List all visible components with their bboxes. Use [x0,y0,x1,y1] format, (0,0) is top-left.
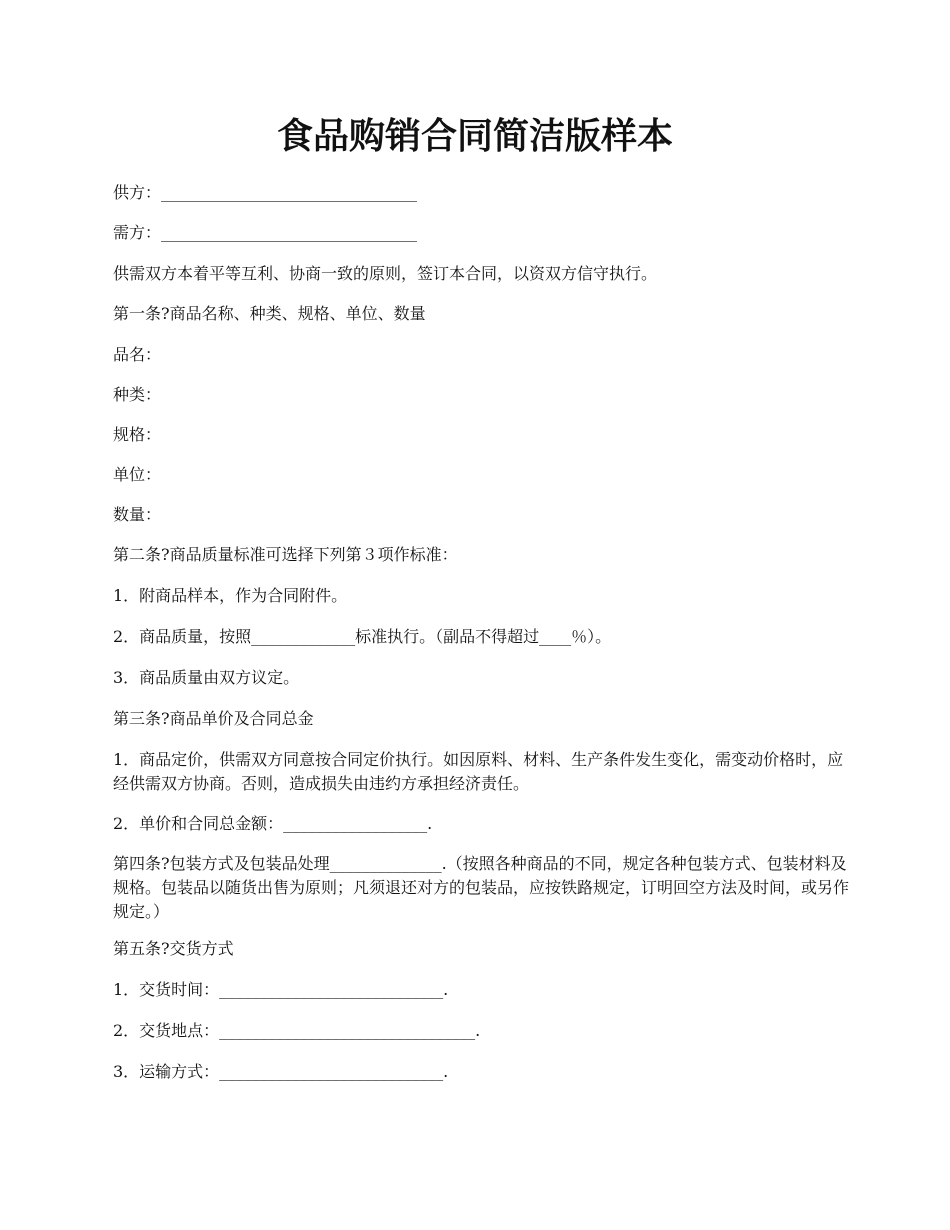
product-name-line: 品名： [113,345,162,364]
delivery-time-line: 1．交货时间：____________________________. [113,980,449,999]
product-quantity-line: 数量： [113,505,162,524]
product-category-line: 种类： [113,385,162,404]
quality-item-2: 2．商品质量，按照_____________标准执行。（副品不得超过____％）。 [113,627,612,646]
article-1-heading: 第一条?商品名称、种类、规格、单位、数量 [113,304,426,323]
price-item-2: 2．单价和合同总金额：__________________. [113,814,433,833]
delivery-place-line: 2．交货地点：________________________________. [113,1021,481,1040]
transport-method-line: 3．运输方式：____________________________. [113,1062,449,1081]
preamble-paragraph: 供需双方本着平等互利、协商一致的原则，签订本合同，以资双方信守执行。 [113,264,658,283]
product-unit-line: 单位： [113,465,162,484]
quality-item-3: 3．商品质量由双方议定。 [113,668,300,687]
article-4-paragraph: 第四条?包装方式及包装品处理______________.（按照各种商品的不同，规定各种包装方式、包装材料及规格。包装品以随货出售为原则；凡须退还对方的包装品，应按铁路规定，订明回空方法及时间，或另作规定。） [113,854,850,921]
quality-item-1: 1．附商品样本，作为合同附件。 [113,586,348,605]
price-item-1: 1．商品定价，供需双方同意按合同定价执行。如因原料、材料、生产条件发生变化，需变动价格时，应经供需双方协商。否则，造成损失由违约方承担经济责任。 [113,750,844,793]
article-3-heading: 第三条?商品单价及合同总金 [113,709,314,728]
article-2-heading: 第二条?商品质量标准可选择下列第３项作标准： [113,545,458,564]
product-spec-line: 规格： [113,425,162,444]
supplier-line: 供方：________________________________ [113,183,418,202]
article-5-heading: 第五条?交货方式 [113,939,234,958]
buyer-line: 需方：________________________________ [113,223,418,242]
document-title: 食品购销合同简洁版样本 [276,115,673,157]
